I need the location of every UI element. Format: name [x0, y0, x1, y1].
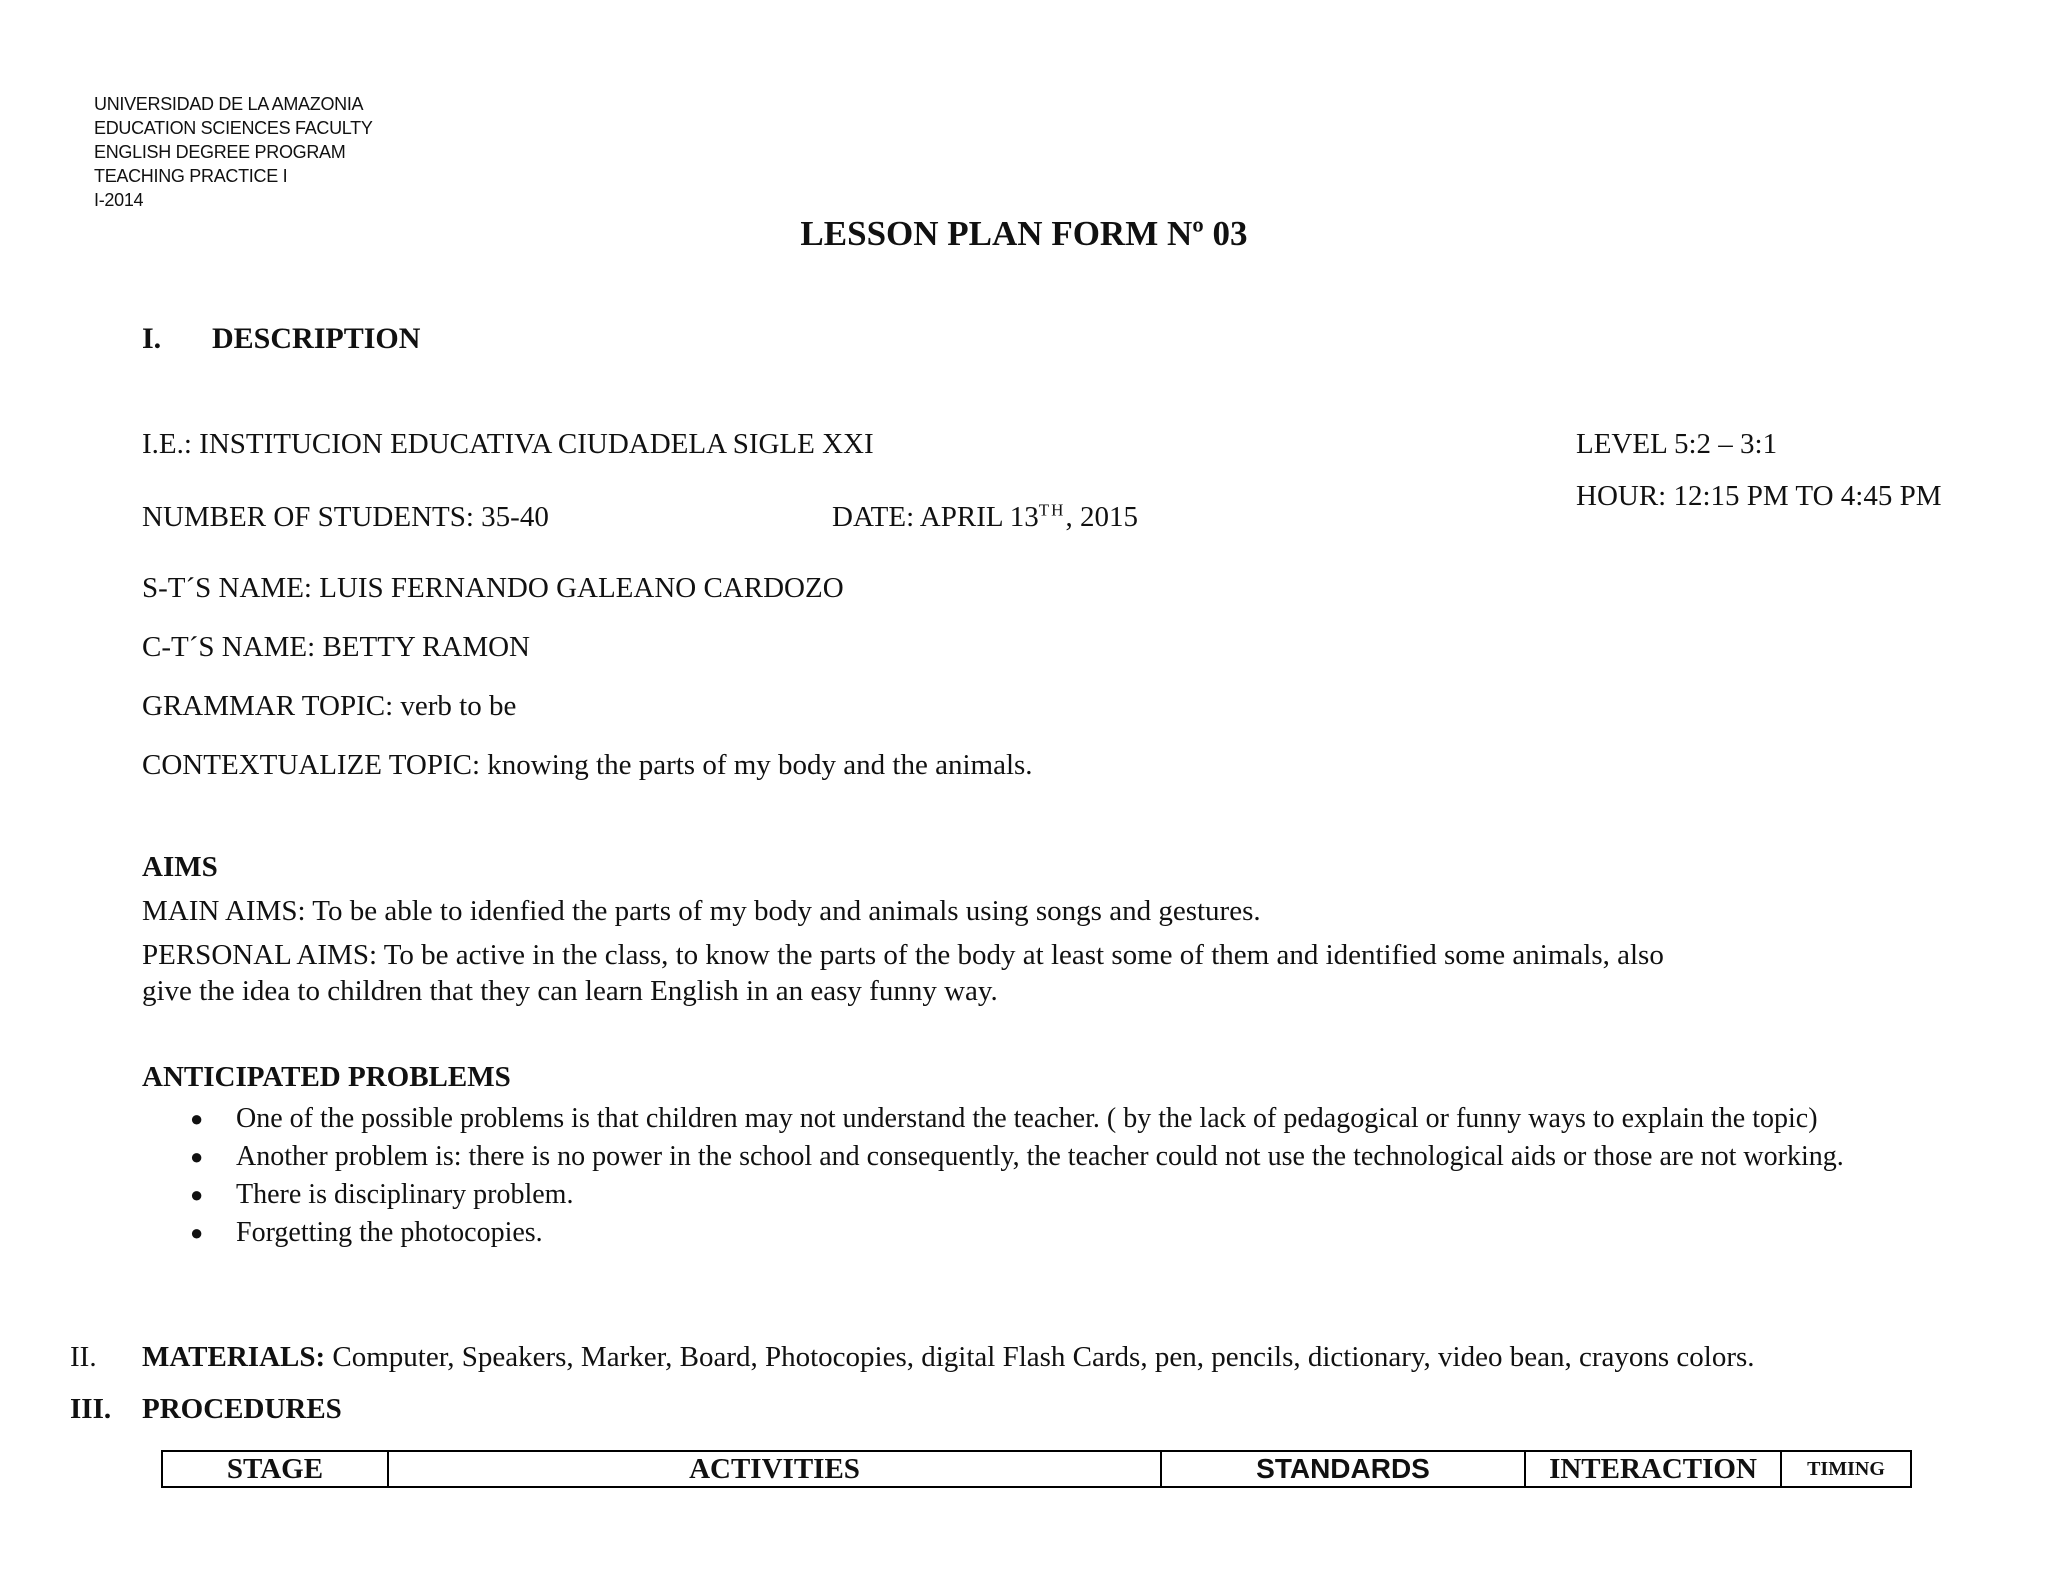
context-topic: CONTEXTUALIZE TOPIC: knowing the parts of my body and the animals. — [142, 749, 1033, 781]
main-aims: MAIN AIMS: To be able to idenfied the parts of my body and animals using songs and gestures. — [142, 895, 1261, 927]
procedures-heading: PROCEDURES — [142, 1393, 342, 1425]
students-field: NUMBER OF STUDENTS: 35-40 — [142, 501, 549, 533]
column-header-stage: STAGE — [162, 1451, 388, 1487]
procedures-table — [161, 1450, 1912, 1488]
column-header-timing: TIMING — [1781, 1451, 1911, 1487]
problems-list — [190, 1101, 1930, 1253]
problems-heading: ANTICIPATED PROBLEMS — [142, 1061, 511, 1093]
student-teacher-name: S-T´S NAME: LUIS FERNANDO GALEANO CARDOZO — [142, 572, 844, 604]
section-numeral-description: I. — [142, 322, 162, 355]
period: I-2014 — [94, 190, 144, 210]
list-item: ● One of the possible problems is that children may not understand the teacher. ( by the lack of pedagogical or funny ways to explain the topic) — [190, 1101, 1930, 1137]
date-prefix: DATE: APRIL 13 — [832, 501, 1039, 533]
institution-field: I.E.: INSTITUCION EDUCATIVA CIUDADELA SIGLE XXI — [142, 428, 874, 460]
bullet-icon: ● — [190, 1182, 204, 1207]
institution-header — [94, 92, 373, 212]
section-numeral-materials: II. — [70, 1341, 97, 1373]
materials-line — [142, 1341, 1755, 1374]
bullet-icon: ● — [190, 1106, 204, 1131]
date-superscript: TH — [1038, 500, 1066, 520]
aims-heading: AIMS — [142, 851, 218, 883]
column-header-standards: STANDARDS — [1161, 1451, 1525, 1487]
list-item: ● Another problem is: there is no power in the school and consequently, the teacher could not use the technological aids or those are not working. — [190, 1139, 1930, 1175]
date-field — [832, 501, 1138, 534]
personal-aims-line1: PERSONAL AIMS: To be active in the class, to know the parts of the body at least some of them and identified some animals, also — [142, 939, 1664, 971]
section-numeral-procedures: III. — [70, 1393, 112, 1425]
list-item: ● There is disciplinary problem. — [190, 1177, 1930, 1213]
list-item: ● Forgetting the photocopies. — [190, 1215, 1930, 1251]
faculty-name: EDUCATION SCIENCES FACULTY — [94, 118, 373, 138]
column-header-activities: ACTIVITIES — [388, 1451, 1161, 1487]
materials-text: Computer, Speakers, Marker, Board, Photocopies, digital Flash Cards, pen, pencils, dictionary, video bean, crayons colors. — [325, 1341, 1755, 1373]
university-name: UNIVERSIDAD DE LA AMAZONIA — [94, 94, 364, 114]
section-heading-description: DESCRIPTION — [212, 322, 421, 355]
bullet-icon: ● — [190, 1220, 204, 1245]
personal-aims-line2: give the idea to children that they can learn English in an easy funny way. — [142, 975, 998, 1007]
practice-name: TEACHING PRACTICE I — [94, 166, 288, 186]
program-name: ENGLISH DEGREE PROGRAM — [94, 142, 346, 162]
grammar-topic: GRAMMAR TOPIC: verb to be — [142, 690, 517, 722]
bullet-icon: ● — [190, 1144, 204, 1169]
date-suffix: , 2015 — [1065, 501, 1138, 533]
table-header-row — [162, 1451, 1911, 1487]
hour-field: HOUR: 12:15 PM TO 4:45 PM — [1576, 480, 1942, 512]
cooperating-teacher-name: C-T´S NAME: BETTY RAMON — [142, 631, 531, 663]
materials-label: MATERIALS: — [142, 1341, 326, 1373]
page-title: LESSON PLAN FORM Nº 03 — [800, 214, 1248, 253]
level-field: LEVEL 5:2 – 3:1 — [1576, 428, 1778, 460]
column-header-interaction: INTERACTION — [1525, 1451, 1781, 1487]
